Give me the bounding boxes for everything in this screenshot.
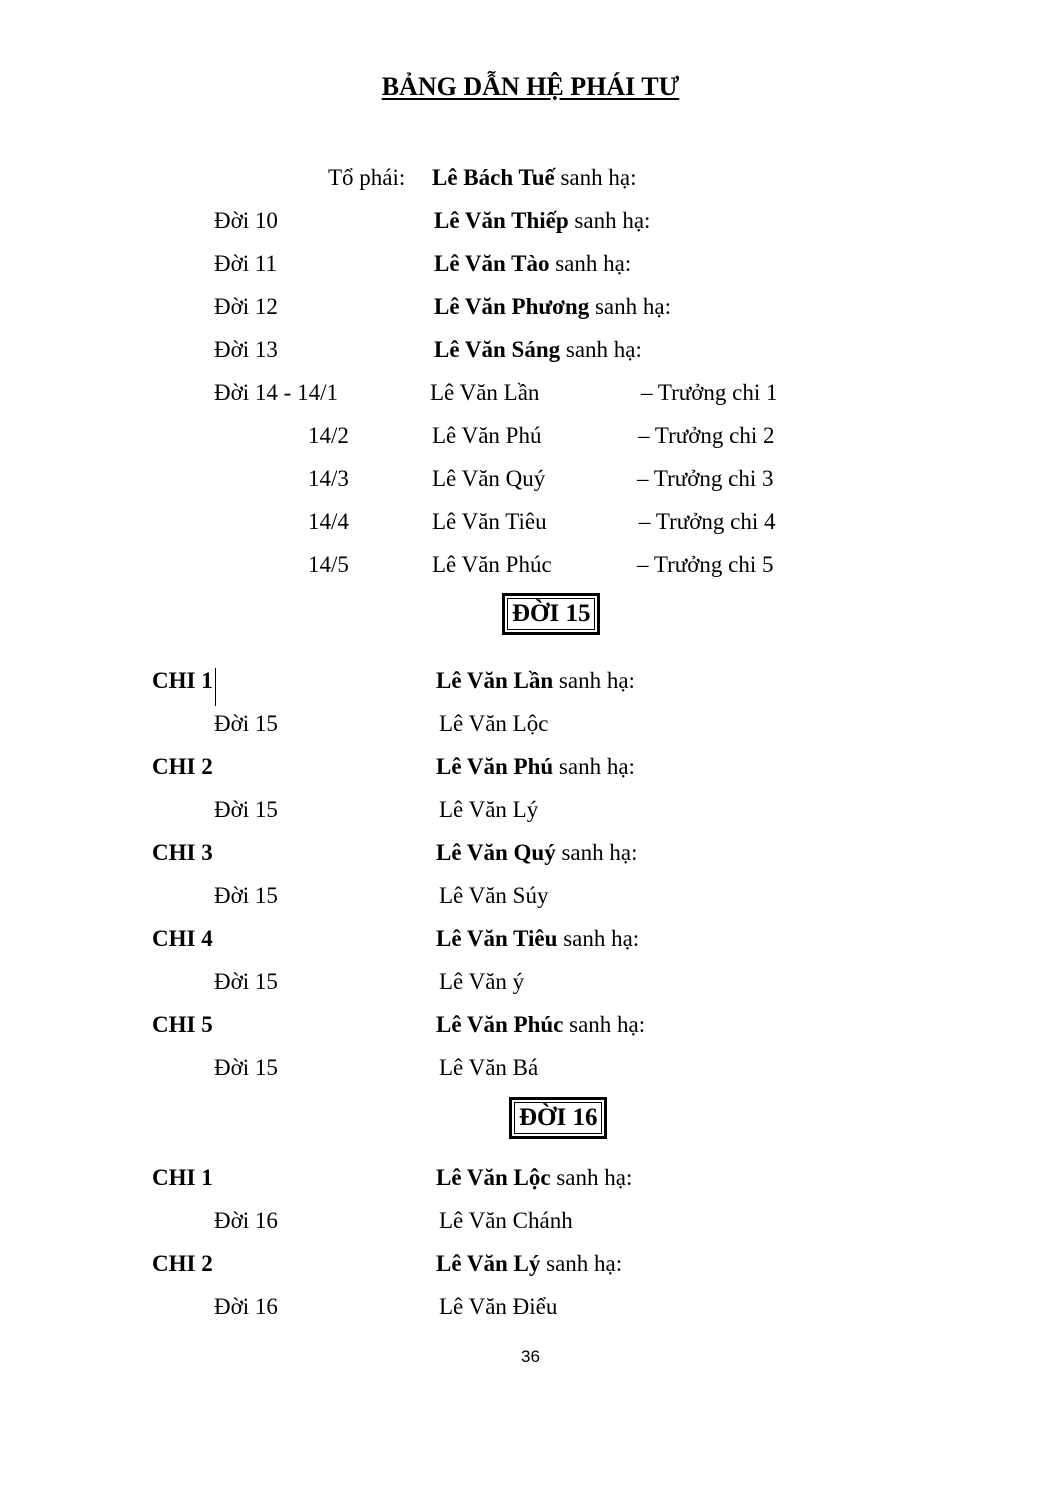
text-cursor	[215, 668, 216, 706]
branch-role: – Trưởng chi 1	[641, 380, 778, 405]
branch-role: – Trưởng chi 3	[637, 466, 774, 491]
gen-label: Đời 12	[214, 294, 278, 319]
person-name: Lê Văn Quý	[432, 466, 546, 491]
gen-line: Lê Văn Phương sanh hạ:	[434, 294, 671, 319]
branch-role: – Trưởng chi 5	[637, 552, 774, 577]
person-name: Lê Văn Lần	[430, 380, 540, 405]
gen-label: Đời 15	[214, 797, 278, 822]
ancestor-label: Tổ phái:	[328, 165, 406, 190]
chi-label: CHI 4	[152, 926, 213, 951]
section-heading-gen16: ĐỜI 16	[509, 1097, 607, 1139]
chi-parent-line: Lê Văn Tiêu sanh hạ:	[436, 926, 640, 951]
chi-parent-line: Lê Văn Lý sanh hạ:	[436, 1251, 623, 1276]
chi-label: CHI 1	[152, 1165, 213, 1190]
person-name: Lê Văn Phúc	[432, 552, 552, 577]
gen-line: Lê Văn Tào sanh hạ:	[434, 251, 632, 276]
person-name: Lê Văn Sáng	[434, 337, 561, 362]
chi-label: CHI 2	[152, 1251, 213, 1276]
chi-label: CHI 1	[152, 668, 213, 693]
person-name: Lê Văn Tiêu	[432, 509, 547, 534]
gen-label: Đời 10	[214, 208, 278, 233]
chi-label: CHI 5	[152, 1012, 213, 1037]
child-name: Lê Văn Lý	[439, 797, 539, 822]
person-name: Lê Văn Phú	[432, 423, 542, 448]
ancestor-name: Lê Bách Tuế	[432, 165, 555, 190]
ancestor-suffix: sanh hạ:	[554, 165, 637, 190]
gen-line: Lê Văn Sáng sanh hạ:	[434, 337, 642, 362]
person-name: Lê Văn Phương	[434, 294, 590, 319]
gen-label: Đời 13	[214, 337, 278, 362]
gen-label: 14/3	[308, 466, 349, 491]
gen-label: Đời 11	[214, 251, 278, 276]
chi-parent-line: Lê Văn Lần sanh hạ:	[436, 668, 635, 693]
child-name: Lê Văn Lộc	[439, 711, 549, 736]
branch-role: – Trưởng chi 4	[639, 509, 776, 534]
gen-label: Đời 15	[214, 969, 278, 994]
child-name: Lê Văn Súy	[439, 883, 549, 908]
chi-label: CHI 3	[152, 840, 213, 865]
chi-label: CHI 2	[152, 754, 213, 779]
gen-label: Đời 15	[214, 883, 278, 908]
gen-label: Đời 14 - 14/1	[214, 380, 338, 405]
gen-label: Đời 15	[214, 1055, 278, 1080]
child-name: Lê Văn Bá	[439, 1055, 539, 1080]
person-name: Lê Văn Thiếp	[434, 208, 569, 233]
chi-parent-line: Lê Văn Lộc sanh hạ:	[436, 1165, 633, 1190]
child-name: Lê Văn Chánh	[439, 1208, 573, 1233]
page-title: BẢNG DẪN HỆ PHÁI TƯ	[381, 72, 680, 101]
chi-parent-line: Lê Văn Phú sanh hạ:	[436, 754, 635, 779]
gen-label: Đời 16	[214, 1208, 278, 1233]
chi-parent-line: Lê Văn Quý sanh hạ:	[436, 840, 638, 865]
child-name: Lê Văn ý	[439, 969, 525, 994]
chi-parent-line: Lê Văn Phúc sanh hạ:	[436, 1012, 646, 1037]
gen-label: Đời 16	[214, 1294, 278, 1319]
gen-label: Đời 15	[214, 711, 278, 736]
gen-label: 14/5	[308, 552, 349, 577]
person-name: Lê Văn Tào	[434, 251, 550, 276]
page-number: 36	[521, 1347, 540, 1366]
gen-line: Lê Văn Thiếp sanh hạ:	[434, 208, 651, 233]
gen-label: 14/4	[308, 509, 349, 534]
gen-label: 14/2	[308, 423, 349, 448]
section-heading-gen15: ĐỜI 15	[502, 593, 600, 635]
child-name: Lê Văn Điểu	[439, 1294, 558, 1319]
branch-role: – Trưởng chi 2	[638, 423, 775, 448]
ancestor-line	[432, 164, 636, 192]
